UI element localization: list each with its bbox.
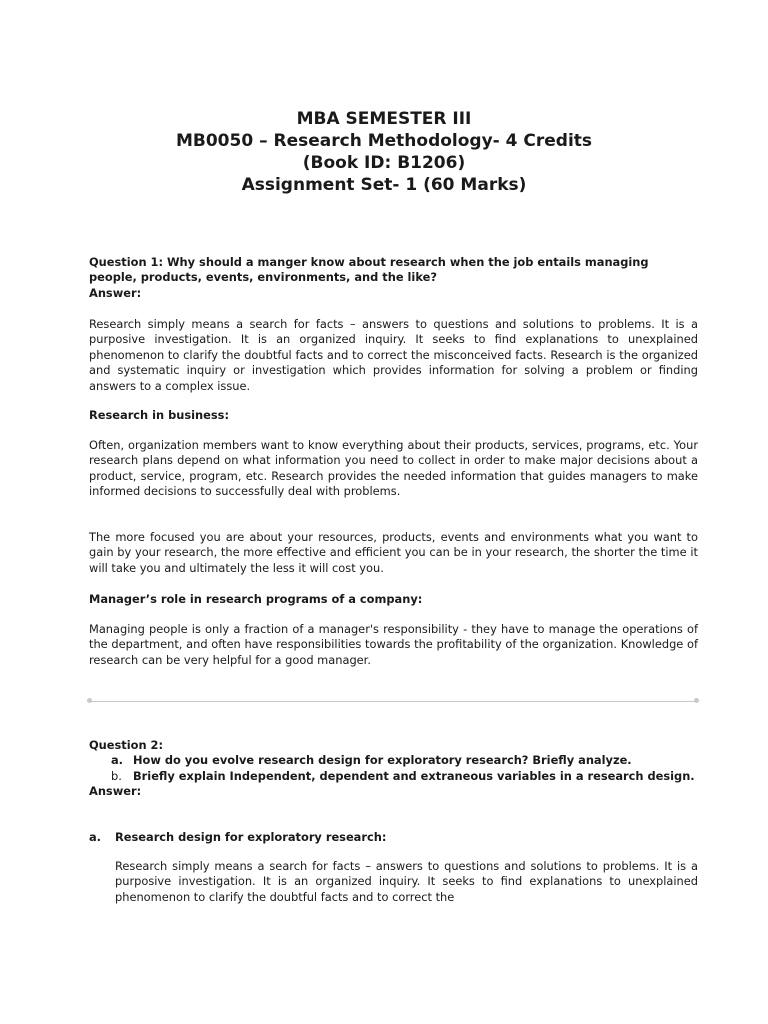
semester-title: MBA SEMESTER III [296, 109, 472, 129]
question-2-section [89, 738, 698, 800]
question-1-answer-label: Answer: [89, 285, 142, 300]
divider-right-dot [694, 698, 699, 703]
list-marker: b. [111, 768, 122, 783]
research-in-business-heading: Research in business: [89, 408, 230, 422]
question-1-heading: Question 1: Why should a manger know about research when the job entails managing people, products, events, environments, and the like? [89, 255, 649, 285]
section-a-para-block [89, 859, 698, 905]
question-2-answer-label: Answer: [89, 784, 142, 799]
question-2-item-a [89, 753, 698, 768]
manager-role-heading: Manager’s role in research programs of a company: [89, 592, 423, 606]
course-title: MB0050 – Research Methodology- 4 Credits [175, 131, 593, 151]
research-in-business-block [89, 408, 698, 423]
section-a-paragraph: Research simply means a search for facts – answers to questions and solutions to problems. It is a purposive investigation. It is an organized inquiry. It seeks to find explanations to unexplained phenomenon to clarify the doubtful facts and to correct the [115, 859, 698, 904]
assignment-title: Assignment Set- 1 (60 Marks) [241, 175, 527, 195]
section-a-block [89, 830, 698, 845]
question-2-item-b [89, 769, 698, 784]
question-2-item-text: How do you evolve research design for exploratory research? Briefly analyze. [133, 753, 632, 768]
question-1-para-2-block [89, 438, 698, 500]
section-a-heading [89, 830, 698, 845]
question-1-paragraph-2: Often, organization members want to know everything about their products, services, programs, etc. Your research plans depend on what information you need to collect in order to make major decisions about a product, service, program, etc. Research provides the needed information that guides managers to make informed decisions to successfully deal with problems. [89, 438, 698, 499]
section-a-marker: a. [89, 830, 102, 844]
question-2-list [89, 753, 698, 784]
question-1-section [89, 255, 698, 301]
question-2-item-text: Briefly explain Independent, dependent and extraneous variables in a research design. [133, 768, 695, 783]
question-2-heading: Question 2: [89, 738, 164, 752]
manager-role-block [89, 592, 698, 607]
book-id: (Book ID: B1206) [302, 153, 466, 173]
list-marker: a. [111, 753, 124, 768]
question-1-para-3-block [89, 530, 698, 576]
question-1-para-4-block [89, 622, 698, 668]
question-1-paragraph-4: Managing people is only a fraction of a manager's responsibility - they have to manage the operations of the department, and often have responsibilities towards the profitability of the organization. Knowledge of research can be very helpful for a good manager. [89, 622, 698, 667]
section-a-title: Research design for exploratory research: [115, 830, 387, 844]
question-1-para-1-block [89, 317, 698, 394]
question-1-paragraph-1: Research simply means a search for facts – answers to questions and solutions to problems. It is a purposive investigation. It is an organized inquiry. It seeks to find explanations to unexplained phenomenon to clarify the doubtful facts and to correct the misconceived facts. Research is the organized and systematic inquiry or investigation which provides information for solving a problem or finding answers to a complex issue. [89, 317, 698, 393]
question-1-paragraph-3: The more focused you are about your resources, products, events and environments what you want to gain by your research, the more effective and efficient you can be in your research, the shorter the time it will take you and ultimately the less it will cost you. [89, 530, 698, 575]
section-divider [89, 701, 698, 702]
divider-left-dot [87, 698, 92, 703]
document-title-block [0, 108, 768, 196]
